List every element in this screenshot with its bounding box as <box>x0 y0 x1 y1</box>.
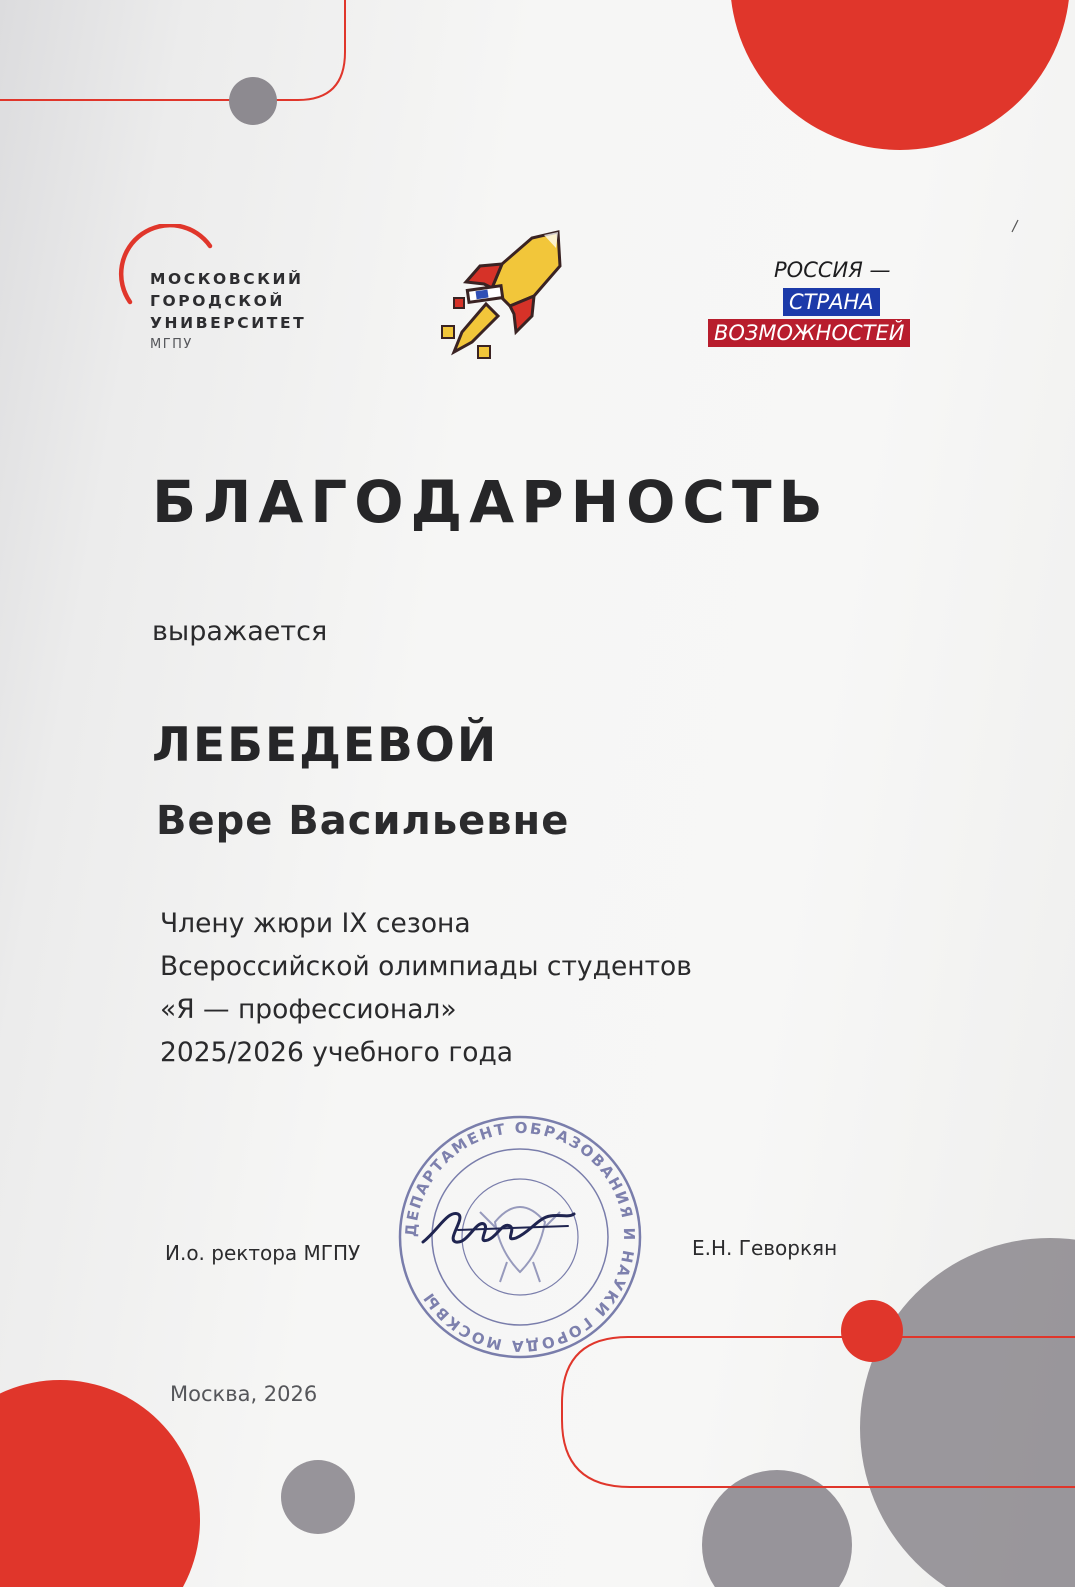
bottom-left-red-circle <box>0 1380 200 1587</box>
university-name-line: ГОРОДСКОЙ <box>150 292 285 310</box>
top-gray-dot <box>229 77 277 125</box>
bottom-right-gray-circle <box>860 1238 1075 1587</box>
platform-logo-line: СТРАНА <box>783 288 880 316</box>
platform-logo <box>708 256 958 351</box>
bottom-red-dot <box>841 1300 903 1362</box>
platform-logo-line: РОССИЯ — <box>774 258 891 282</box>
bottom-gray-dot <box>281 1460 355 1534</box>
body-line: 2025/2026 учебного года <box>160 1037 514 1068</box>
university-logo-text <box>150 268 306 356</box>
city-year: Москва, 2026 <box>170 1382 318 1406</box>
recipient-surname: ЛЕБЕДЕВОЙ <box>152 718 499 773</box>
signatory-role: И.о. ректора МГПУ <box>165 1241 361 1265</box>
pixel-rocket-icon <box>440 226 574 360</box>
certificate-body <box>160 902 692 1074</box>
recipient-given-names: Вере Васильевне <box>156 798 570 844</box>
university-name-line: МОСКОВСКИЙ <box>150 270 304 288</box>
signatory-name: Е.Н. Геворкян <box>692 1236 838 1260</box>
top-right-red-circle <box>730 0 1070 150</box>
university-abbreviation: МГПУ <box>150 337 193 352</box>
platform-logo-line: ВОЗМОЖНОСТЕЙ <box>708 319 910 347</box>
certificate-title: БЛАГОДАРНОСТЬ <box>152 468 830 536</box>
body-line: Всероссийской олимпиады студентов <box>160 951 692 982</box>
handwritten-signature <box>418 1200 578 1260</box>
stamp-ring-text: ДЕПАРТАМЕНТ ОБРАЗОВАНИЯ И НАУКИ ГОРОДА МОСКВЫ <box>401 1118 639 1356</box>
university-name-line: УНИВЕРСИТЕТ <box>150 314 307 332</box>
pen-mark <box>1012 220 1018 232</box>
body-line: «Я — профессионал» <box>160 994 457 1025</box>
body-line: Члену жюри IX сезона <box>160 908 471 939</box>
top-red-line <box>0 0 345 100</box>
certificate-intro: выражается <box>152 616 328 647</box>
